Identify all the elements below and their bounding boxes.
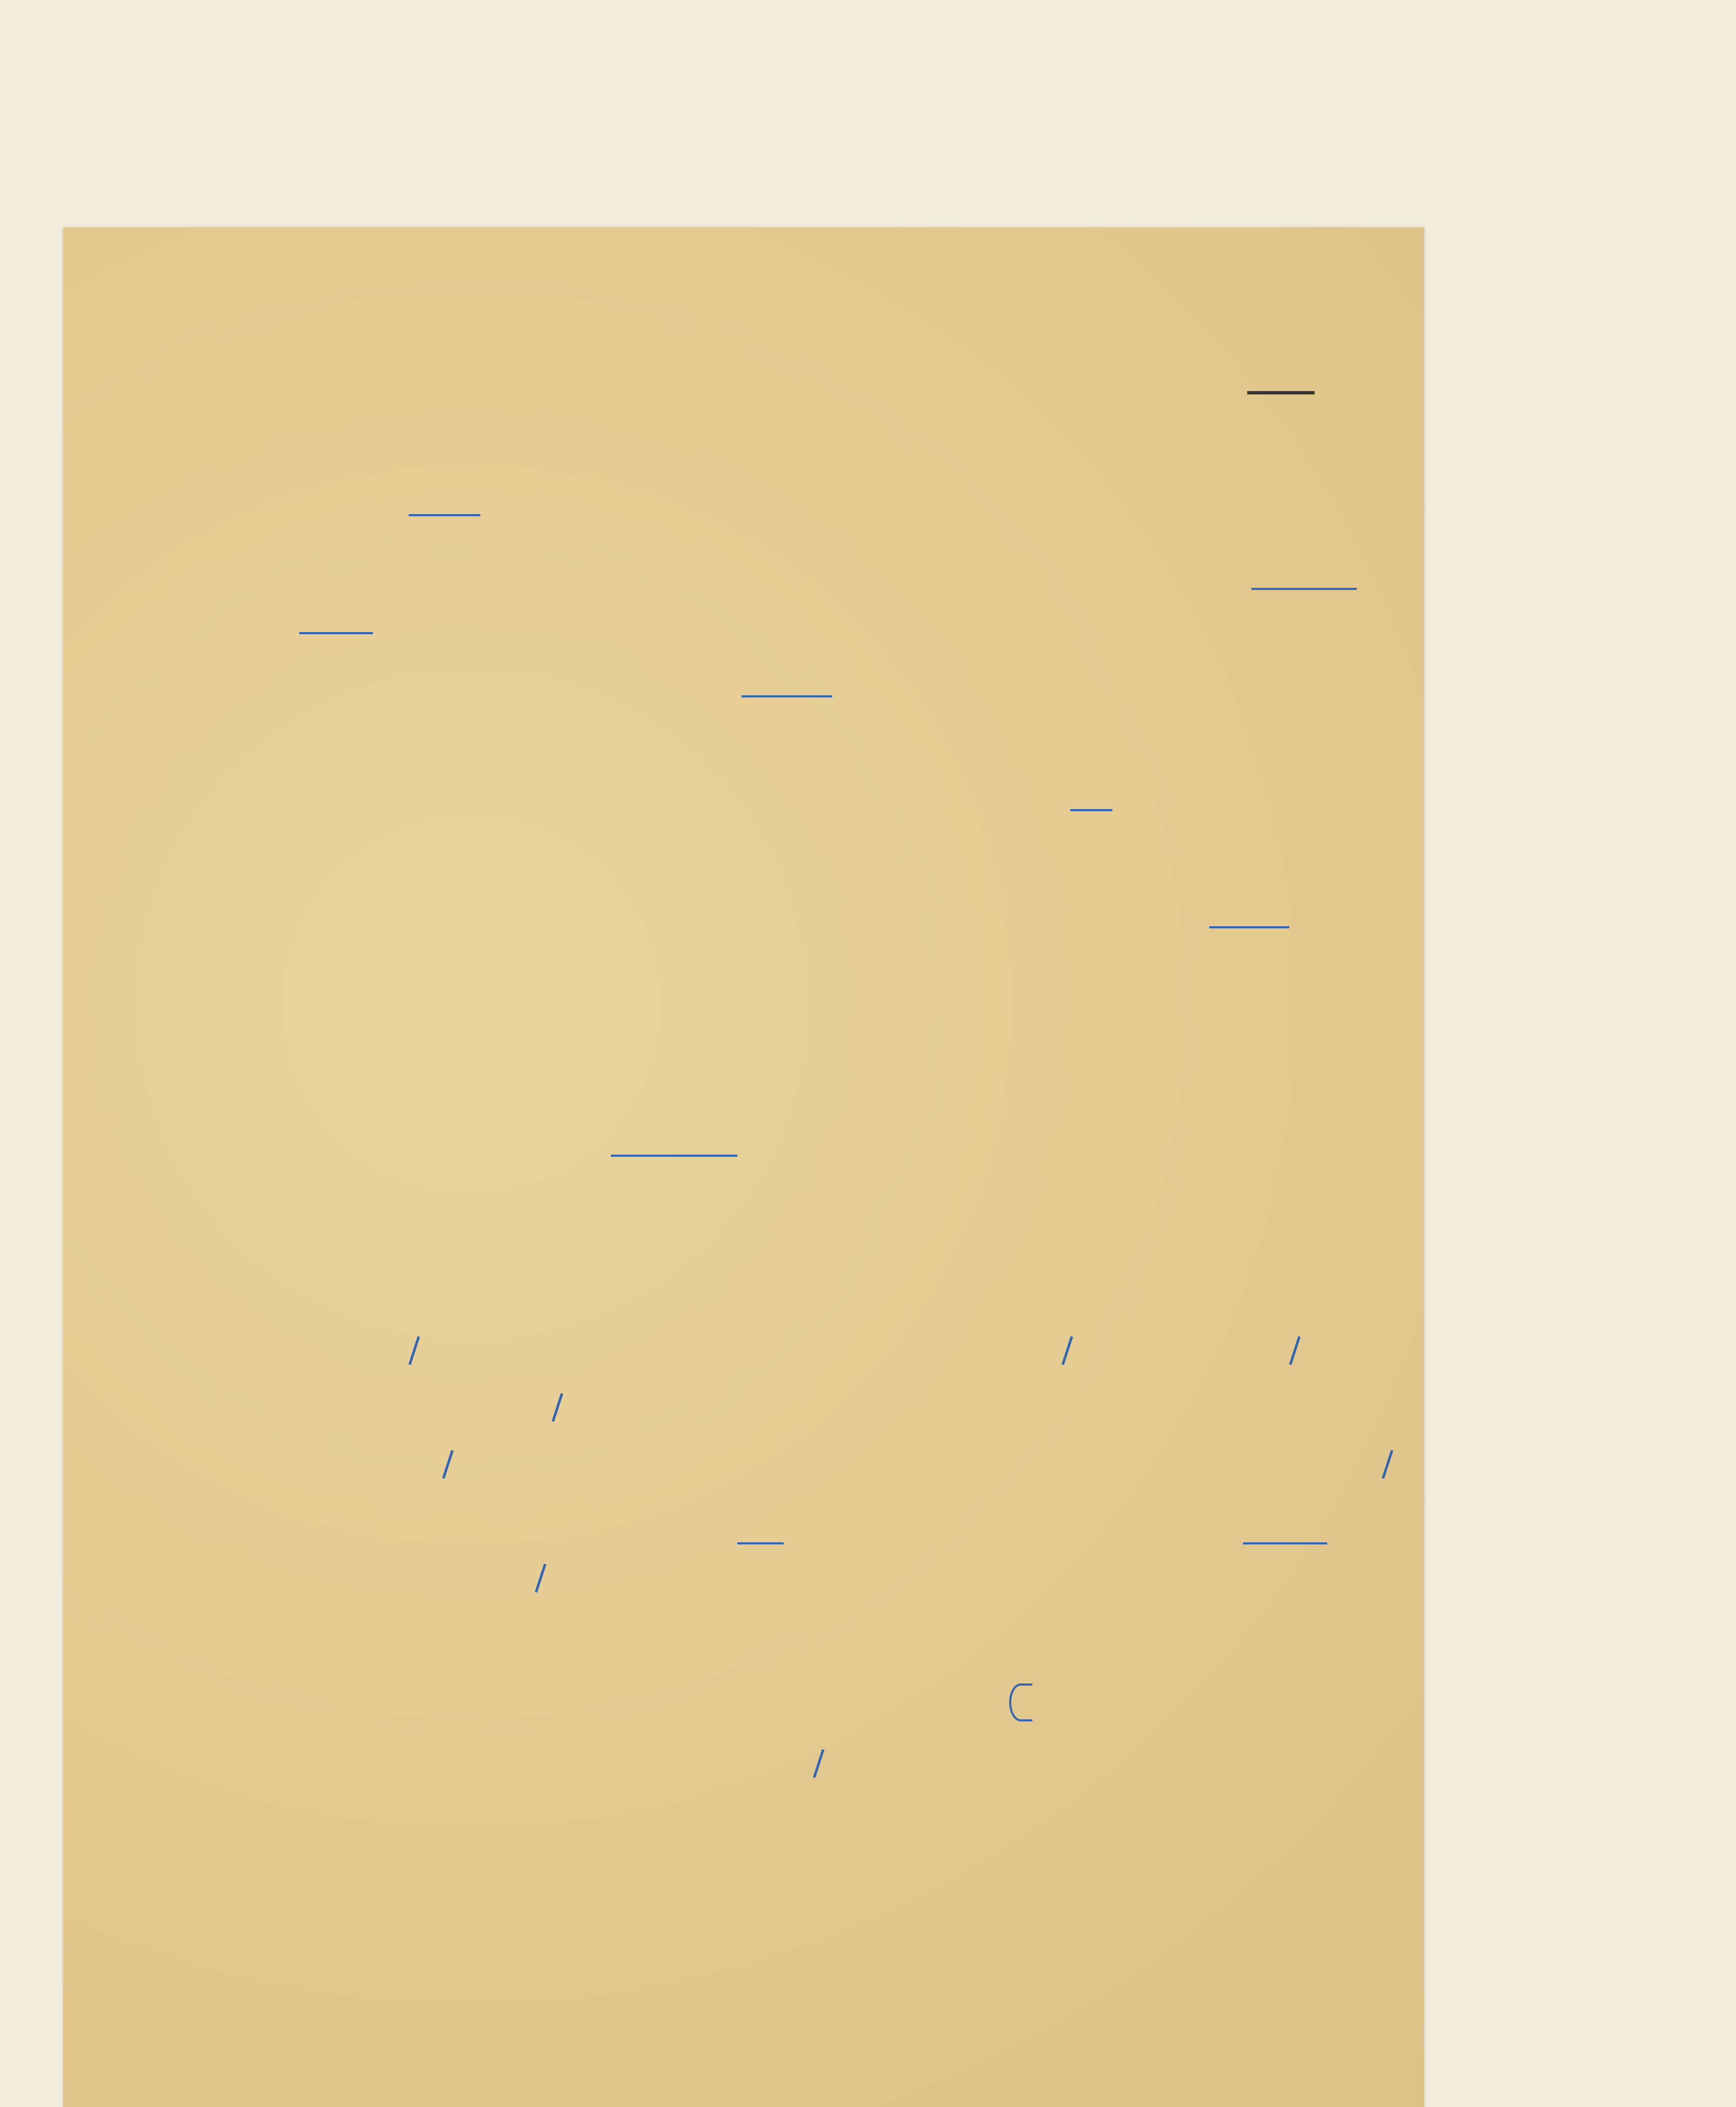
strikethrough-cebus-2 bbox=[1209, 926, 1289, 928]
strikethrough-vid bbox=[737, 1542, 784, 1544]
strikethrough-cebus-1 bbox=[742, 695, 832, 697]
correction-mark-kapuciny bbox=[408, 1336, 420, 1365]
correction-mark-kricha bbox=[552, 1393, 563, 1422]
correction-mark-na bbox=[535, 1564, 546, 1592]
strikethrough-yav bbox=[1070, 809, 1112, 811]
strikethrough-cebusom bbox=[611, 1155, 737, 1157]
correction-mark-film bbox=[1382, 1450, 1393, 1479]
page-number bbox=[1247, 391, 1315, 394]
document-page bbox=[63, 228, 1424, 2107]
correction-mark-kapucinka bbox=[1061, 1336, 1073, 1365]
correction-mark-nizshih bbox=[813, 1749, 824, 1778]
strikethrough-probah bbox=[409, 514, 480, 516]
strikethrough-cebus-3 bbox=[1243, 1542, 1327, 1544]
strikethrough-sozda bbox=[1251, 588, 1357, 590]
faint-stamp-mark bbox=[131, 354, 228, 379]
strikethrough-vala bbox=[299, 632, 373, 634]
correction-mark-vydelili bbox=[442, 1450, 453, 1479]
insertion-arc-razno bbox=[1009, 1683, 1032, 1721]
correction-mark-obnaruzhili bbox=[1289, 1336, 1300, 1365]
